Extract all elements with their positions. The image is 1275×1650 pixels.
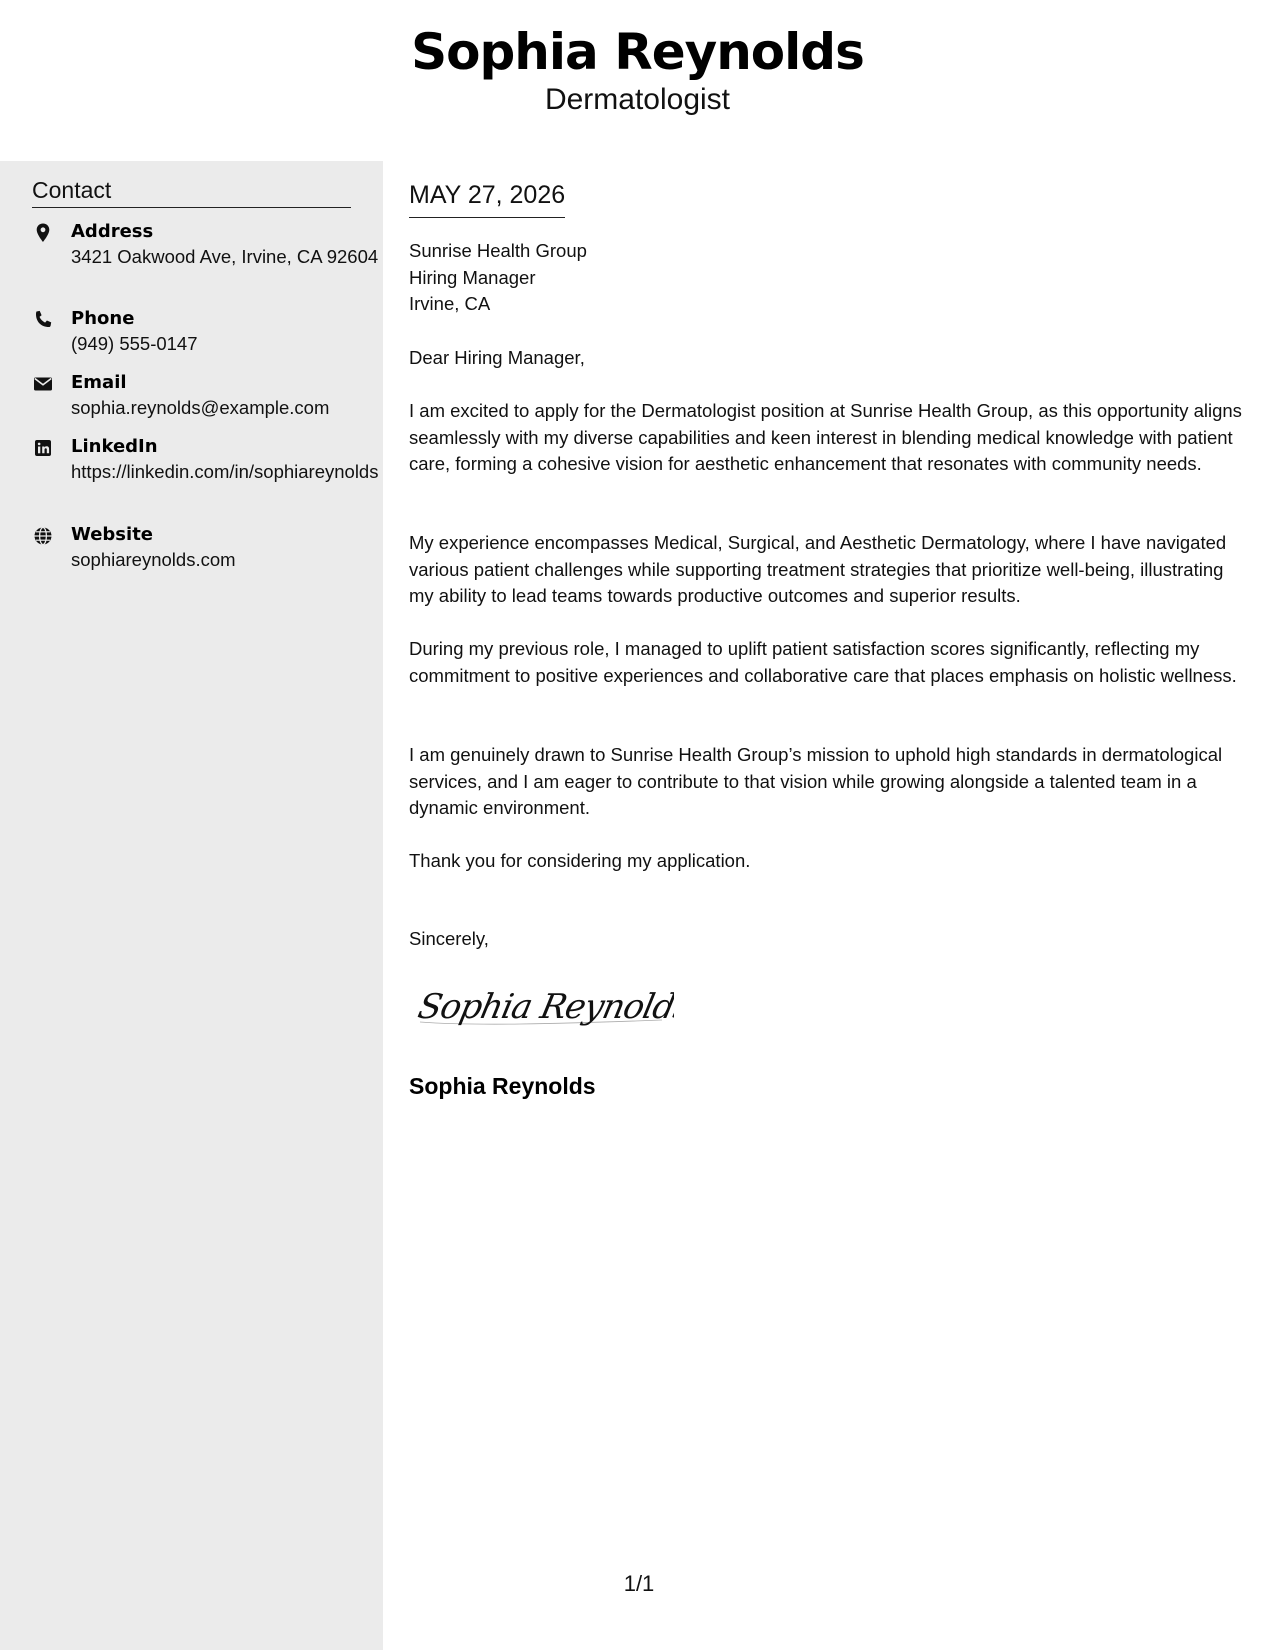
contact-sidebar — [0, 161, 383, 1650]
letter-paragraph: My experience encompasses Medical, Surgical, and Aesthetic Dermatology, where I have navigated various patient challenges while supporting treatment strategies that prioritize well-being, illustrating my ability to lead teams towards productive outcomes and superior results. — [409, 532, 1227, 606]
contact-label-email: Email — [71, 372, 127, 393]
linkedin-icon — [32, 437, 54, 459]
recipient-role: Hiring Manager — [409, 266, 536, 288]
header — [0, 0, 1275, 160]
envelope-icon — [32, 373, 54, 395]
letter-paragraph: Thank you for considering my application. — [409, 850, 751, 871]
contact-value-address: 3421 Oakwood Ave, Irvine, CA 92604 — [71, 246, 379, 267]
job-title: Dermatologist — [544, 83, 731, 116]
closing: Sincerely, — [409, 928, 489, 949]
recipient-block — [409, 238, 587, 318]
contact-value-linkedin[interactable]: https://linkedin.com/in/sophiareynolds — [71, 461, 379, 482]
letter-paragraph: I am genuinely drawn to Sunrise Health Group’s mission to uphold high standards in dermatological services, and I am eager to contribute to that vision while growing alongside a talented team in a dynamic environment. — [409, 744, 1223, 818]
letter-paragraph: I am excited to apply for the Dermatologist position at Sunrise Health Group, as this opportunity aligns seamlessly with my diverse capabilities and keen interest in blending medical knowledge with patient care, forming a cohesive vision for aesthetic enhancement that resonates with community needs. — [409, 400, 1242, 474]
contact-label-phone: Phone — [71, 308, 135, 329]
recipient-company: Sunrise Health Group — [409, 240, 587, 261]
applicant-name: Sophia Reynolds — [411, 23, 864, 81]
handwritten-signature — [414, 982, 674, 1032]
phone-icon — [32, 309, 54, 331]
letter-paragraph: During my previous role, I managed to uplift patient satisfaction scores significantly, reflecting my commitment to positive experiences and collaborative care that places emphasis on holistic wellness. — [409, 638, 1237, 686]
location-pin-icon — [32, 222, 54, 244]
contact-value-phone: (949) 555-0147 — [71, 333, 198, 354]
letter-date: MAY 27, 2026 — [409, 178, 565, 218]
contact-value-email: sophia.reynolds@example.com — [71, 397, 330, 418]
globe-icon — [32, 525, 54, 547]
contact-label-linkedin: LinkedIn — [71, 436, 158, 457]
contact-label-address: Address — [71, 221, 154, 242]
salutation: Dear Hiring Manager, — [409, 347, 585, 368]
contact-heading: Contact — [32, 176, 351, 208]
contact-value-website[interactable]: sophiareynolds.com — [71, 549, 236, 570]
contact-label-website: Website — [71, 524, 154, 545]
signer-name: Sophia Reynolds — [409, 1073, 596, 1099]
recipient-location: Irvine, CA — [409, 293, 491, 314]
page-number: 1/1 — [623, 1571, 655, 1596]
signature-text: Sophia Reynolds — [414, 987, 674, 1027]
